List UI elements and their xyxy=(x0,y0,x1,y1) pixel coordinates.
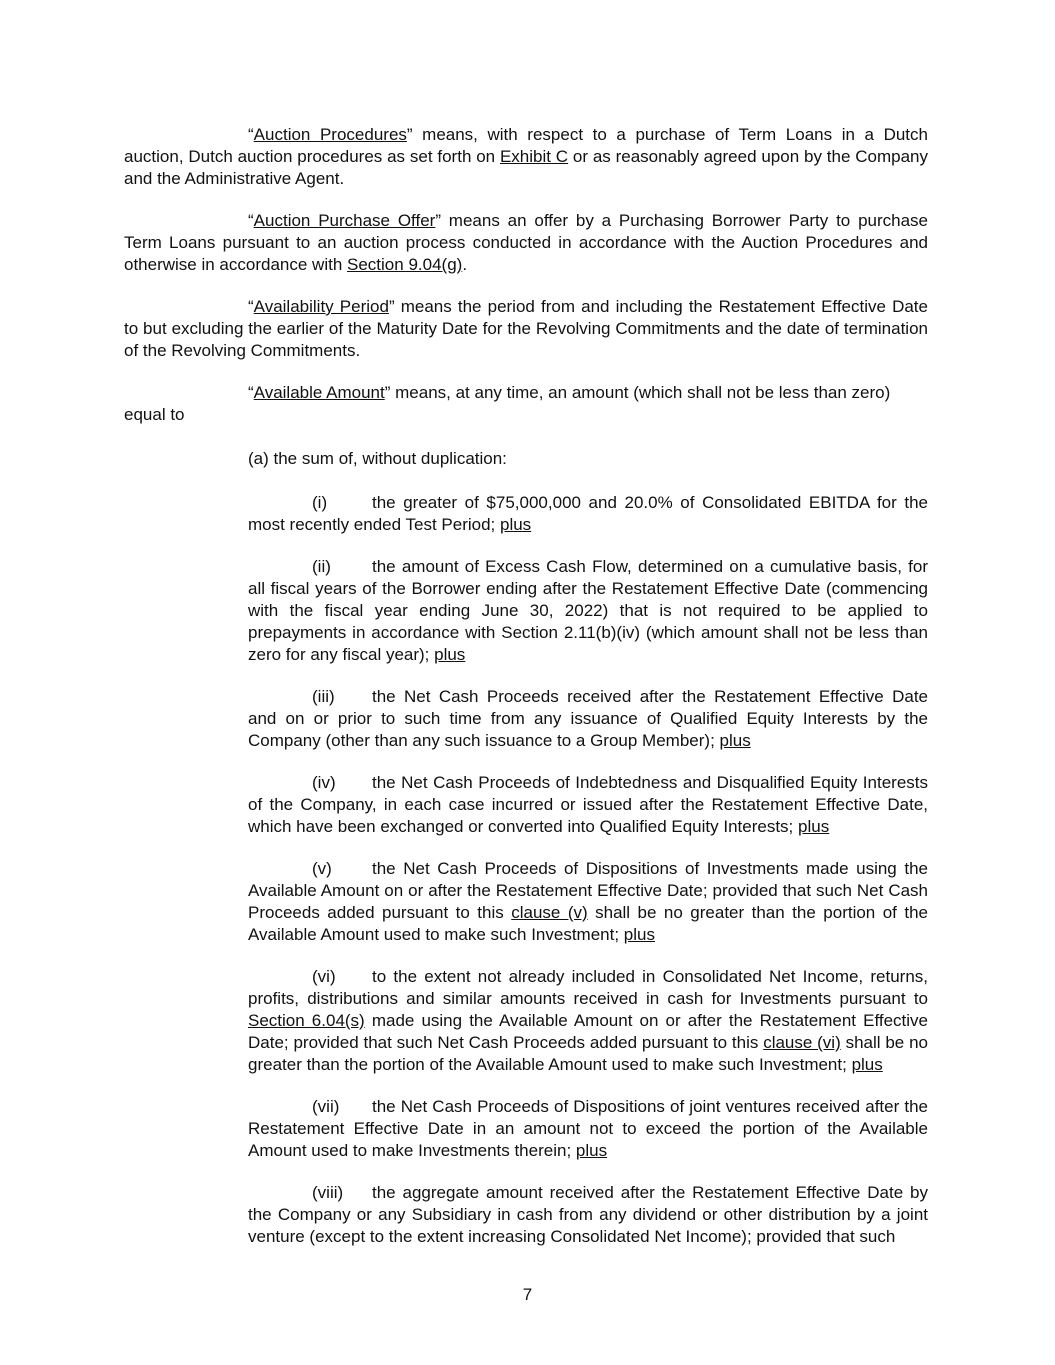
open-quote: “ xyxy=(248,125,254,144)
clause-text: shall be no greater than the portion of the Available Amount used to make such Investment; xyxy=(248,1033,928,1074)
clause-connector: plus xyxy=(623,925,655,944)
definition-text: ” means, at any time, an amount (which shall not be less than zero) xyxy=(384,383,891,402)
clause-text: the amount of Excess Cash Flow, determined on a cumulative basis, for all fiscal years of the Borrower ending after the Restatement Effective Date (commencing with the fiscal year ending June 30, 2022) that is not required to be applied to prepayments in accordance with Section 2.11(b)(iv) (which amount shall not be less than zero for any fiscal year); xyxy=(248,557,928,664)
cross-reference: clause (vi) xyxy=(763,1033,841,1052)
document-page xyxy=(124,124,928,1268)
definition-available-amount xyxy=(124,382,928,404)
page-number: 7 xyxy=(522,1285,533,1304)
definition-text: or as reasonably agreed upon by the Company and the Administrative Agent. xyxy=(124,147,928,188)
clause-viii xyxy=(248,1182,928,1248)
defined-term: Available Amount xyxy=(253,383,385,402)
clause-iii xyxy=(248,686,928,752)
clause-text: the greater of $75,000,000 and 20.0% of Consolidated EBITDA for the most recently ended Test Period; xyxy=(248,493,928,534)
definition-availability-period xyxy=(124,296,928,362)
defined-term: Auction Purchase Offer xyxy=(253,211,436,230)
definition-text: ” means, with respect to a purchase of Term Loans in a Dutch auction, Dutch auction procedures as set forth on xyxy=(124,125,928,166)
clause-vii xyxy=(248,1096,928,1162)
clause-text: the Net Cash Proceeds of Indebtedness and Disqualified Equity Interests of the Company, in each case incurred or issued after the Restatement Effective Date, which have been exchanged or converted into Qualified Equity Interests; xyxy=(248,773,928,836)
clause-connector: plus xyxy=(434,645,466,664)
clause-text: the Net Cash Proceeds of Dispositions of joint ventures received after the Restatement Effective Date in an amount not to exceed the portion of the Available Amount used to make Investments therein; xyxy=(248,1097,928,1160)
clause-text: to the extent not already included in Consolidated Net Income, returns, profits, distributions and similar amounts received in cash for Investments pursuant to xyxy=(248,967,928,1008)
clause-connector: plus xyxy=(798,817,830,836)
clause-text: the Net Cash Proceeds of Dispositions of Investments made using the Available Amount on or after the Restatement Effective Date; provided that such Net Cash Proceeds added pursuant to this xyxy=(248,859,928,922)
defined-term: Availability Period xyxy=(253,297,389,316)
cross-reference: Section 6.04(s) xyxy=(248,1011,365,1030)
definition-text: ” means an offer by a Purchasing Borrower Party to purchase Term Loans pursuant to an auction process conducted in accordance with the Auction Procedures and otherwise in accordance with xyxy=(124,211,928,274)
clause-text: the Net Cash Proceeds received after the Restatement Effective Date and on or prior to such time from any issuance of Qualified Equity Interests by the Company (other than any such issuance to a Group Member); xyxy=(248,687,928,750)
definition-text: ” means the period from and including the Restatement Effective Date to but excluding the earlier of the Maturity Date for the Revolving Commitments and the date of termination of the Revolving Commitments. xyxy=(124,297,928,360)
open-quote: “ xyxy=(248,211,254,230)
clause-text: made using the Available Amount on or after the Restatement Effective Date; provided that such Net Cash Proceeds added pursuant to this xyxy=(248,1011,928,1052)
clause-iv xyxy=(248,772,928,838)
definition-continuation: equal to xyxy=(124,405,185,424)
definition-text: . xyxy=(462,255,468,274)
open-quote: “ xyxy=(248,383,254,402)
defined-term: Auction Procedures xyxy=(253,125,407,144)
definition-auction-purchase-offer xyxy=(124,210,928,276)
clause-number: (vii) xyxy=(312,1097,340,1116)
clause-connector: plus xyxy=(719,731,751,750)
clause-connector: plus xyxy=(575,1141,608,1160)
clause-connector: plus xyxy=(500,515,532,534)
definition-auction-procedures xyxy=(124,124,928,190)
clause-v xyxy=(248,858,928,946)
clause-number: (i) xyxy=(312,493,328,512)
clause-vi xyxy=(248,966,928,1076)
clause-number: (v) xyxy=(312,859,332,878)
clause-number: (ii) xyxy=(312,557,331,576)
clause-text: shall be no greater than the portion of the Available Amount used to make such Investment; xyxy=(248,903,929,944)
clause-number: (iii) xyxy=(312,687,335,706)
subclause-a-intro: (a) the sum of, without duplication: xyxy=(248,449,507,468)
clause-text: the aggregate amount received after the Restatement Effective Date by the Company or any Subsidiary in cash from any dividend or other distribution by a joint venture (except to the extent increasing Consolidated Net Income); provided that such xyxy=(248,1183,928,1246)
clause-ii xyxy=(248,556,928,666)
clause-number: (viii) xyxy=(312,1183,344,1202)
clause-connector: plus xyxy=(851,1055,883,1074)
open-quote: “ xyxy=(248,297,254,316)
cross-reference: clause (v) xyxy=(511,903,588,922)
clause-number: (iv) xyxy=(312,773,336,792)
clause-i xyxy=(248,492,928,536)
cross-reference: Section 9.04(g) xyxy=(347,255,463,274)
clause-number: (vi) xyxy=(312,967,336,986)
cross-reference: Exhibit C xyxy=(499,147,569,166)
